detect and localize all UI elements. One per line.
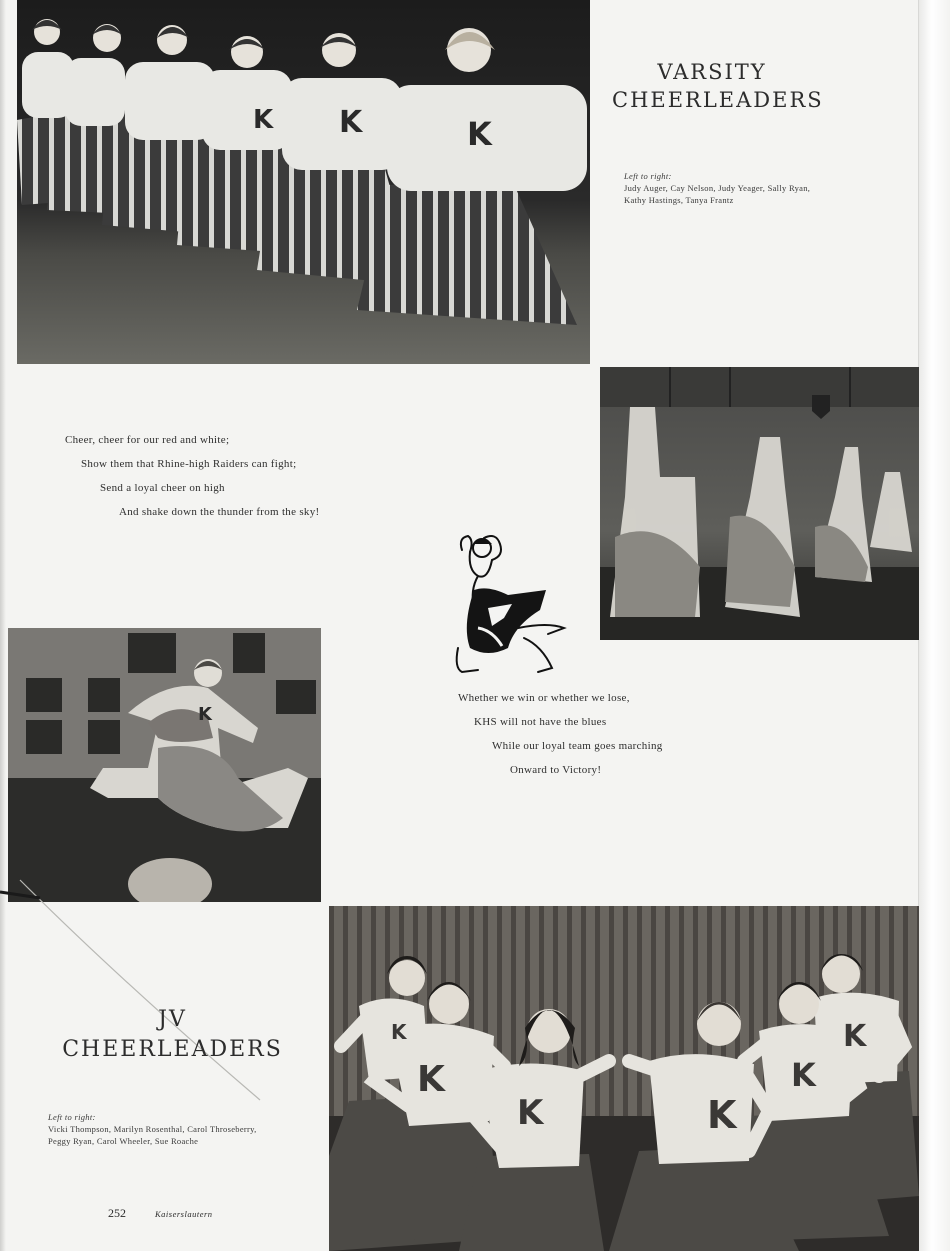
varsity-title: VARSITY CHEERLEADERS	[612, 60, 824, 112]
verse-1-line-2: Show them that Rhine-high Raiders can fight;	[81, 458, 297, 470]
cheer-verse-1	[65, 428, 320, 524]
cheerleader-sketch-illustration	[448, 530, 568, 680]
cheer-verse-2	[458, 686, 663, 782]
page-number: 252	[108, 1206, 126, 1220]
page-right-margin	[918, 0, 950, 1251]
verse-2-line-4: Onward to Victory!	[510, 764, 602, 776]
varsity-cheerleaders-photo	[17, 0, 590, 364]
verse-1-line-4: And shake down the thunder from the sky!	[119, 506, 320, 518]
verse-1-line-1: Cheer, cheer for our red and white;	[65, 434, 230, 446]
svg-text:K: K	[791, 1056, 816, 1094]
jumping-cheerleader-photo	[8, 628, 321, 902]
svg-text:K: K	[417, 1059, 445, 1100]
svg-text:K: K	[339, 105, 363, 140]
svg-text:K: K	[253, 105, 274, 135]
svg-text:K: K	[391, 1020, 407, 1044]
page-fold-crease	[0, 870, 290, 1130]
page-footer	[108, 1206, 213, 1221]
svg-text:K: K	[843, 1019, 867, 1054]
verse-1-line-3: Send a loyal cheer on high	[100, 482, 225, 494]
varsity-caption: Left to right: Judy Auger, Cay Nelson, Judy Yeager, Sally Ryan, Kathy Hastings, Tanya Frantz	[624, 171, 811, 205]
verse-2-line-2: KHS will not have the blues	[474, 716, 607, 728]
verse-2-line-3: While our loyal team goes marching	[492, 740, 663, 752]
verse-2-line-1: Whether we win or whether we lose,	[458, 692, 630, 704]
svg-text:K: K	[467, 115, 492, 153]
book-title: Kaiserslautern	[155, 1209, 213, 1219]
gym-cheer-photo	[600, 367, 919, 640]
jv-cheerleaders-photo	[329, 906, 919, 1251]
jump-photo-letter: K	[198, 704, 212, 725]
jv-title: JV CHEERLEADERS	[62, 1007, 283, 1062]
svg-text:K: K	[707, 1093, 737, 1137]
svg-text:K: K	[517, 1093, 544, 1133]
jv-caption: Left to right: Vicki Thompson, Marilyn Rosenthal, Carol Throseberry, Peggy Ryan, Carol Wheeler, Sue Roache	[48, 1112, 257, 1146]
